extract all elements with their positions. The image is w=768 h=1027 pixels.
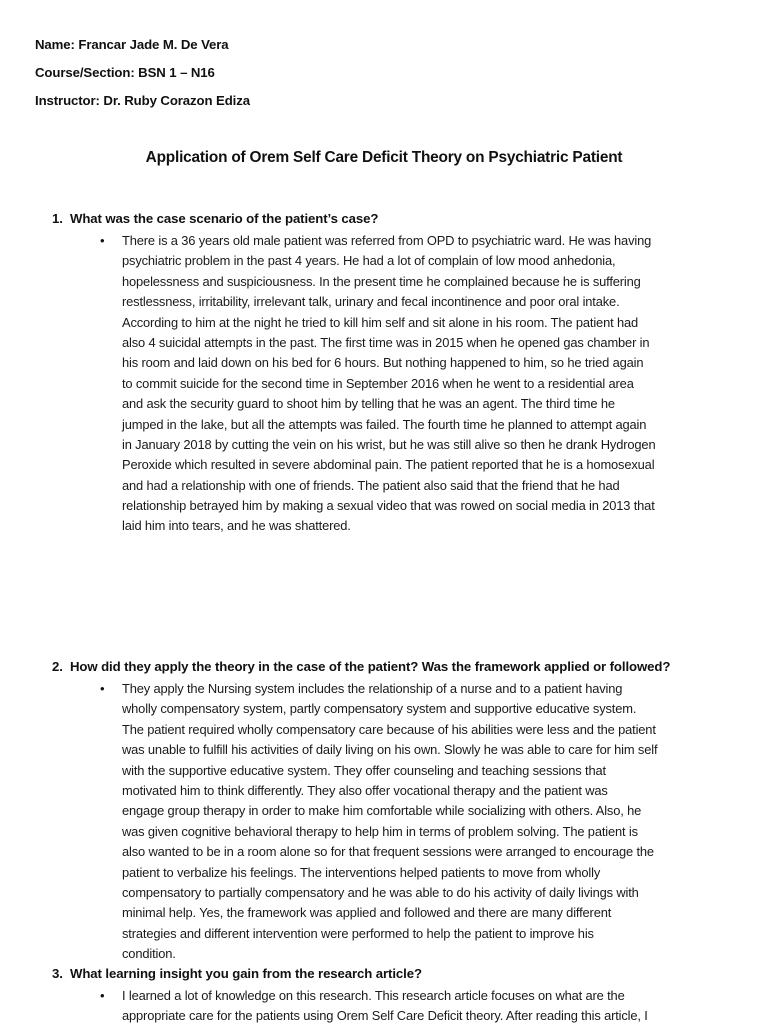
student-name: Name: Francar Jade M. De Vera (35, 37, 229, 52)
question-number: 1. (52, 211, 63, 226)
answer-line: jumped in the lake, but all the attempts was failed. The fourth time he planned to attempt again (122, 416, 647, 432)
question-text: What learning insight you gain from the research article? (70, 966, 422, 981)
answer-line: There is a 36 years old male patient was referred from OPD to psychiatric ward. He was having (122, 233, 652, 248)
question-number: 2. (52, 659, 63, 674)
answer-line: to commit suicide for the second time in September 2016 when he went to a residential area (122, 375, 634, 391)
bullet-icon: • (100, 233, 105, 248)
question-text: How did they apply the theory in the case of the patient? Was the framework applied or followed? (70, 659, 671, 674)
answer-line: in January 2018 by cutting the vein on his wrist, but he was still alive so then he drank Hydrogen (122, 436, 656, 452)
answer-line: I learned a lot of knowledge on this research. This research article focuses on what are the (122, 988, 625, 1003)
answer-line: with the supportive educative system. They offer counseling and teaching sessions that (122, 762, 606, 778)
answer-line: psychiatric problem in the past 4 years. He had a lot of complain of low mood anhedonia, (122, 253, 616, 269)
question-text: What was the case scenario of the patient’s case? (70, 211, 379, 226)
bullet-icon: • (100, 988, 105, 1003)
question-1 (52, 211, 752, 227)
answer-line: his room and laid down on his bed for 6 hours. But nothing happened to him, so he tried again (122, 355, 644, 371)
answer-line: and ask the security guard to shoot him by telling that he was an agent. The third time he (122, 396, 615, 412)
answer-line: hopelessness and suspiciousness. In the present time he complained because he is suffering (122, 273, 641, 289)
answer-line: strategies and different intervention were performed to help the patient to improve his (122, 925, 594, 941)
answer-1-lines (122, 231, 742, 537)
answer-line: motivated him to think differently. They also offer vocational therapy and the patient was (122, 782, 608, 798)
answer-line: minimal help. Yes, the framework was applied and followed and there are many different (122, 905, 612, 921)
answer-line: Peroxide which resulted in severe abdominal pain. The patient reported that he is a homosexual (122, 457, 655, 473)
answer-line: also wanted to be in a room alone so for that frequent sessions were arranged to encourage the (122, 844, 654, 860)
answer-line: condition. (122, 946, 176, 962)
question-number: 3. (52, 966, 63, 981)
answer-line: According to him at the night he tried to kill him self and sit alone in his room. The patient had (122, 314, 639, 330)
answer-line: engage group therapy in order to make him comfortable while socializing with others. Also, he (122, 803, 642, 819)
question-2 (52, 659, 752, 675)
answer-line: also 4 suicidal attempts in the past. The first time was in 2015 when he opened gas chamber in (122, 334, 650, 350)
answer-2-lines (122, 679, 742, 964)
course-section: Course/Section: BSN 1 – N16 (35, 65, 215, 80)
answer-line: relationship betrayed him by making a sexual video that was rowed on social media in 2013 that (122, 498, 655, 514)
answer-line: was unable to fulfill his activities of daily living on his own. Slowly he was able to care for him self (122, 742, 658, 758)
answer-line: and had a relationship with one of friends. The patient also said that the friend that he had (122, 477, 620, 493)
document-title: Application of Orem Self Care Deficit Theory on Psychiatric Patient (145, 149, 623, 166)
bullet-icon: • (100, 681, 105, 696)
answer-line: The patient required wholly compensatory care because of his abilities were less and the patient (122, 721, 656, 737)
answer-line: appropriate care for the patients using Orem Self Care Deficit theory. After reading this article, I (122, 1008, 648, 1024)
answer-line: compensatory to partially compensatory and he was able to do his activity of daily livings with (122, 884, 639, 900)
answer-line: restlessness, irritability, irrelevant talk, urinary and fecal incontinence and poor oral intake. (122, 294, 620, 310)
answer-line: patient to verbalize his feelings. The interventions helped patients to move from wholly (122, 864, 601, 880)
answer-line: They apply the Nursing system includes the relationship of a nurse and to a patient having (122, 681, 623, 696)
answer-3-lines (122, 986, 742, 1027)
answer-line: was given cognitive behavioral therapy to help him in terms of problem solving. The patient is (122, 823, 638, 839)
answer-line: wholly compensatory system, partly compensatory system and supportive educative system. (122, 701, 637, 717)
instructor-name: Instructor: Dr. Ruby Corazon Ediza (35, 93, 250, 108)
answer-line: laid him into tears, and he was shattered. (122, 518, 351, 534)
question-3 (52, 966, 752, 982)
